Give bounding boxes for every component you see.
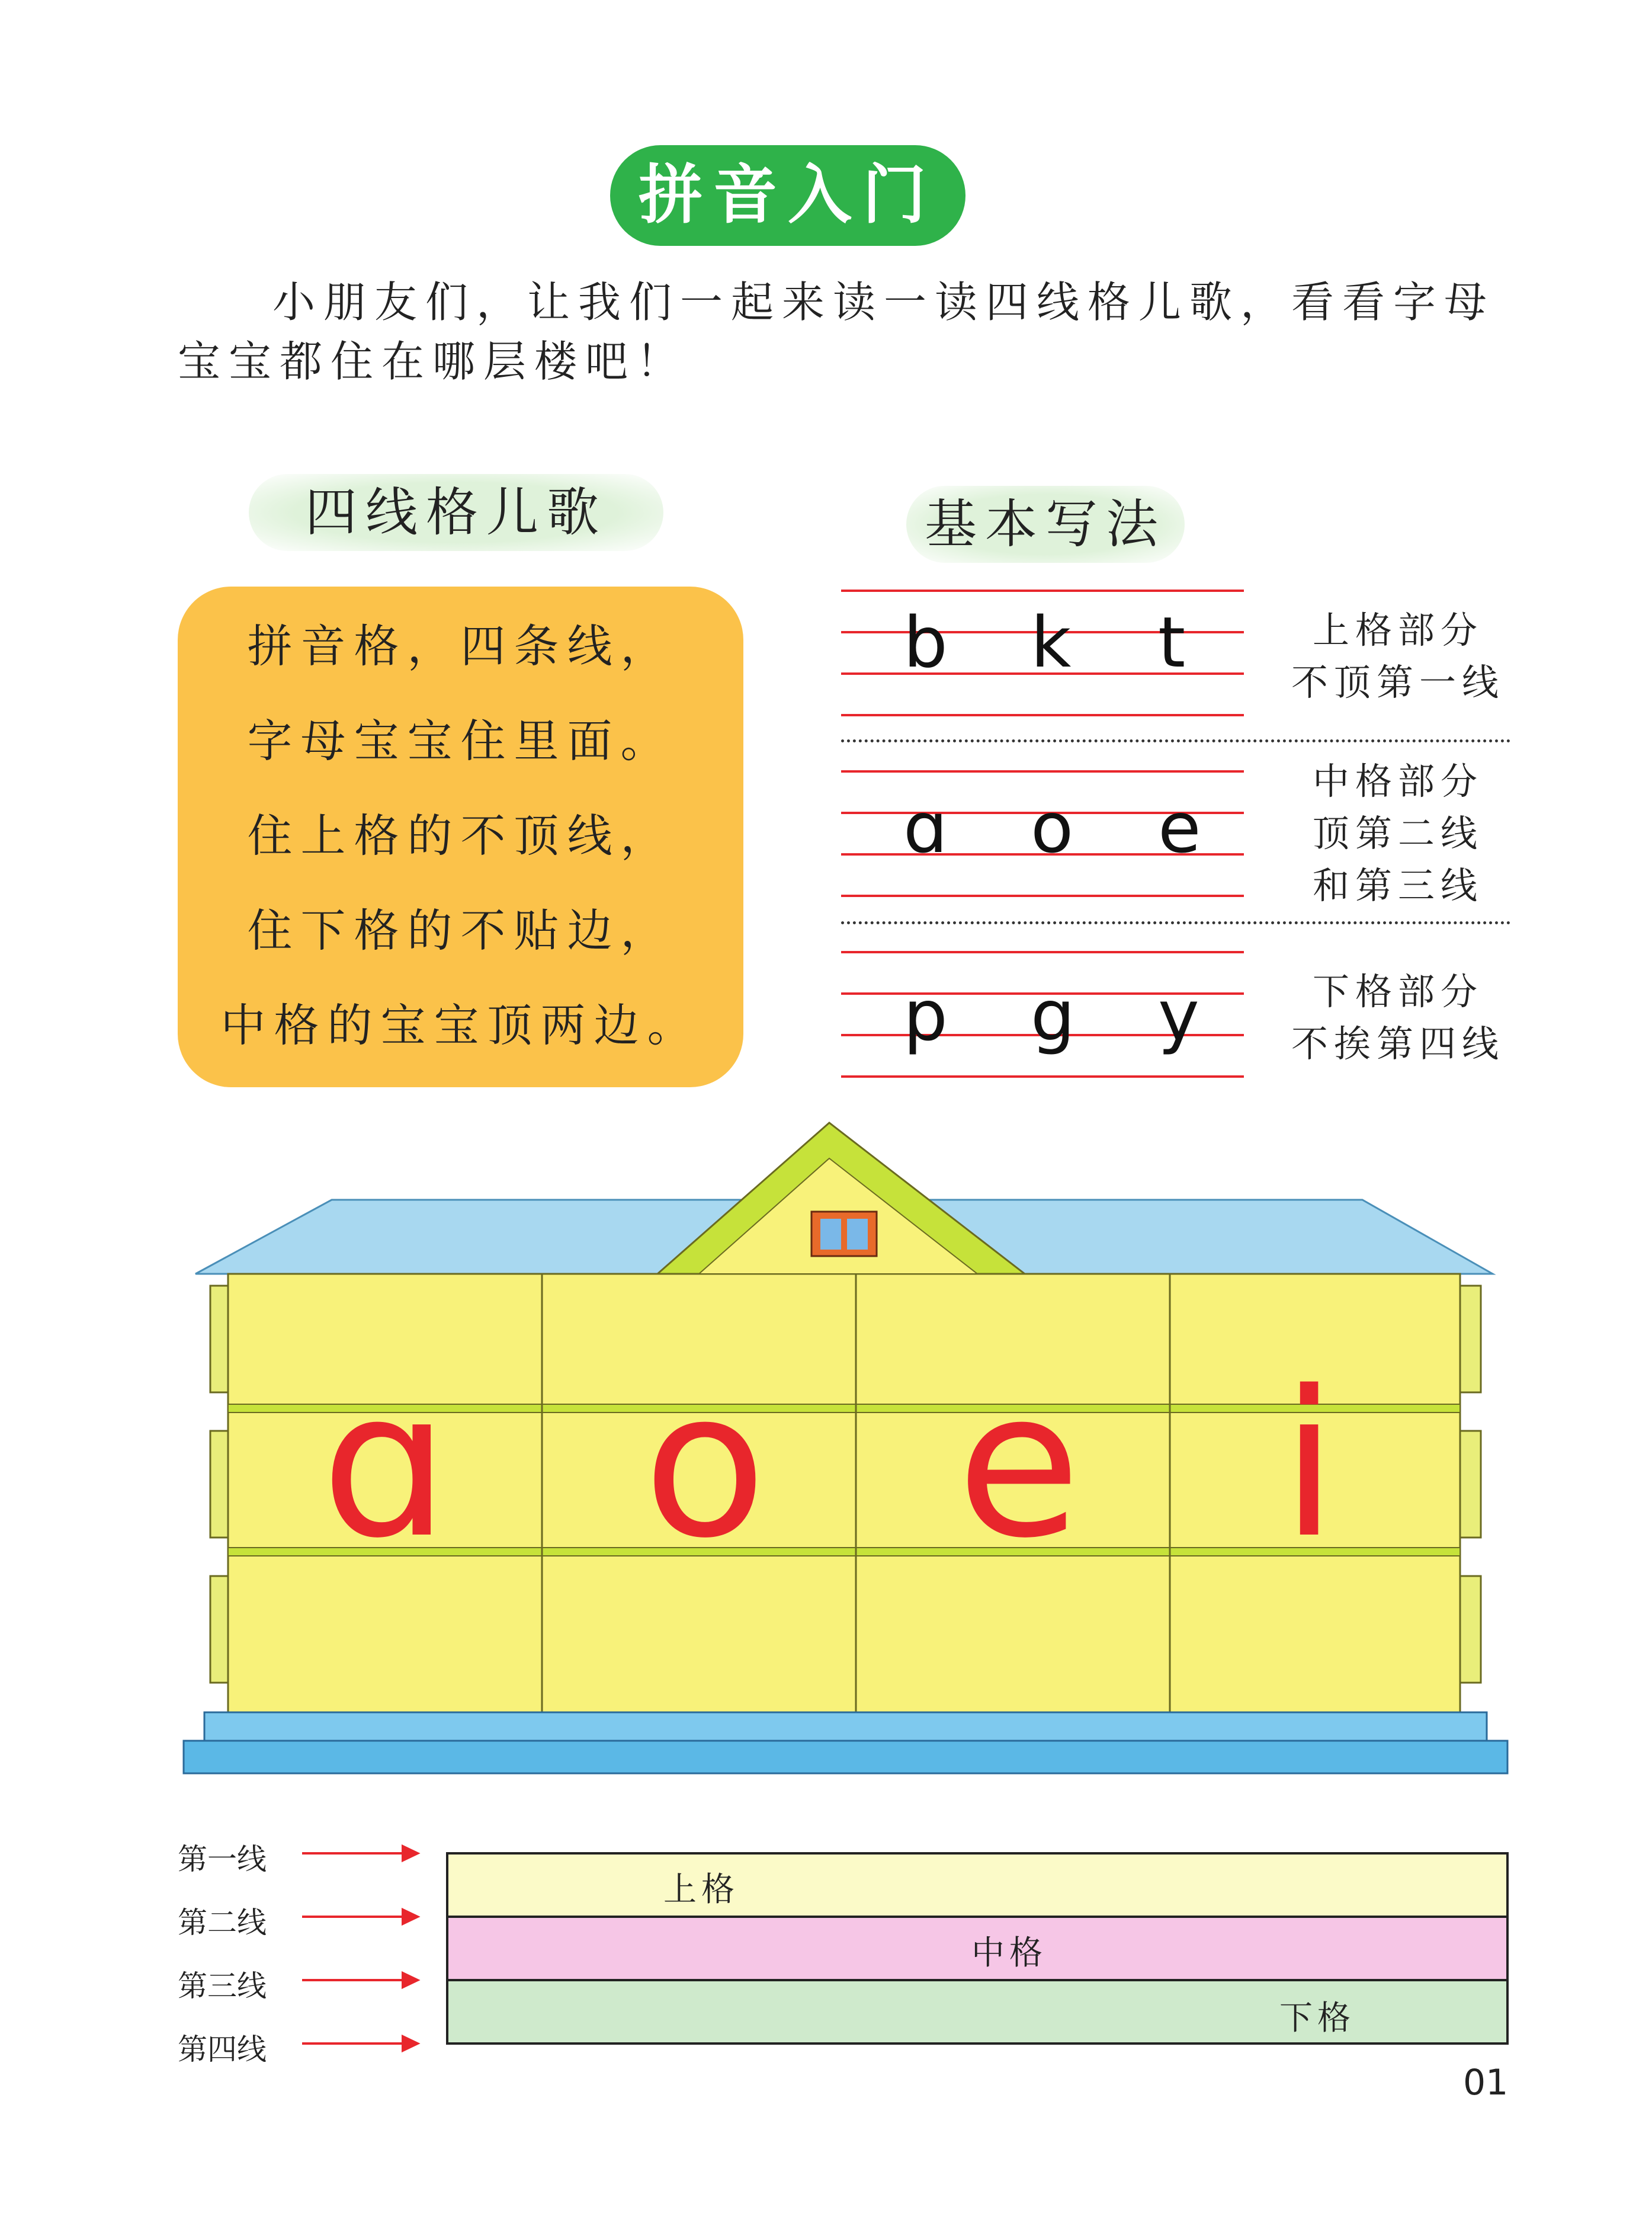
building-letter-e: e xyxy=(957,1348,1081,1583)
building-letter-o: o xyxy=(643,1348,767,1583)
line-label: 第四线 xyxy=(178,2032,267,2067)
attic-window-pane xyxy=(820,1219,841,1250)
building-base xyxy=(184,1741,1507,1773)
song-heading: 四线格儿歌 xyxy=(249,474,663,551)
intro-paragraph: 小朋友们，让我们一起来读一读四线格儿歌，看看字母宝宝都住在哪层楼吧！ xyxy=(178,277,1496,386)
song-line: 住下格的不贴边， xyxy=(247,904,674,957)
attic-window-pane xyxy=(847,1219,868,1250)
page-number: 01 xyxy=(1463,2062,1509,2103)
line-label: 第一线 xyxy=(178,1842,267,1876)
desc-line: 下格部分 xyxy=(1312,970,1483,1013)
desc-line: 和第三线 xyxy=(1312,864,1483,907)
grid-letter: p xyxy=(903,975,948,1056)
building-step xyxy=(204,1712,1487,1741)
grid-letter: g xyxy=(1031,975,1075,1056)
balcony-railing-right xyxy=(1460,1286,1481,1683)
grid-letter: e xyxy=(1158,787,1201,869)
band-label-upper: 上格 xyxy=(663,1871,739,1909)
page-title: 拼音入门 xyxy=(610,145,965,246)
grid-letter: o xyxy=(1031,787,1074,869)
line-arrows xyxy=(302,1846,418,2051)
band-label-lower: 下格 xyxy=(1279,1999,1355,2038)
band-upper xyxy=(447,1853,1507,1917)
song-line: 拼音格，四条线， xyxy=(247,620,674,672)
basic-heading: 基本写法 xyxy=(906,486,1185,563)
desc-line: 不挨第四线 xyxy=(1291,1022,1505,1065)
grid-letter: t xyxy=(1158,601,1186,683)
desc-line: 顶第二线 xyxy=(1312,812,1483,855)
song-line: 字母宝宝住里面。 xyxy=(247,715,674,767)
grid-letter: y xyxy=(1158,975,1199,1056)
desc-line: 上格部分 xyxy=(1312,608,1483,652)
song-line: 住上格的不顶线， xyxy=(247,809,674,862)
line-label: 第三线 xyxy=(178,1969,267,2003)
desc-line: 不顶第一线 xyxy=(1291,661,1505,704)
grid-letter: b xyxy=(903,601,948,683)
grid-letter: ɑ xyxy=(903,787,948,869)
song-line: 中格的宝宝顶两边。 xyxy=(220,999,701,1052)
building-letter-i: i xyxy=(1281,1348,1337,1583)
line-label: 第二线 xyxy=(178,1905,267,1940)
grid-letter: k xyxy=(1031,601,1072,683)
band-label-middle: 中格 xyxy=(971,1934,1047,1972)
desc-line: 中格部分 xyxy=(1312,760,1483,803)
building-letter-a: ɑ xyxy=(321,1348,449,1583)
